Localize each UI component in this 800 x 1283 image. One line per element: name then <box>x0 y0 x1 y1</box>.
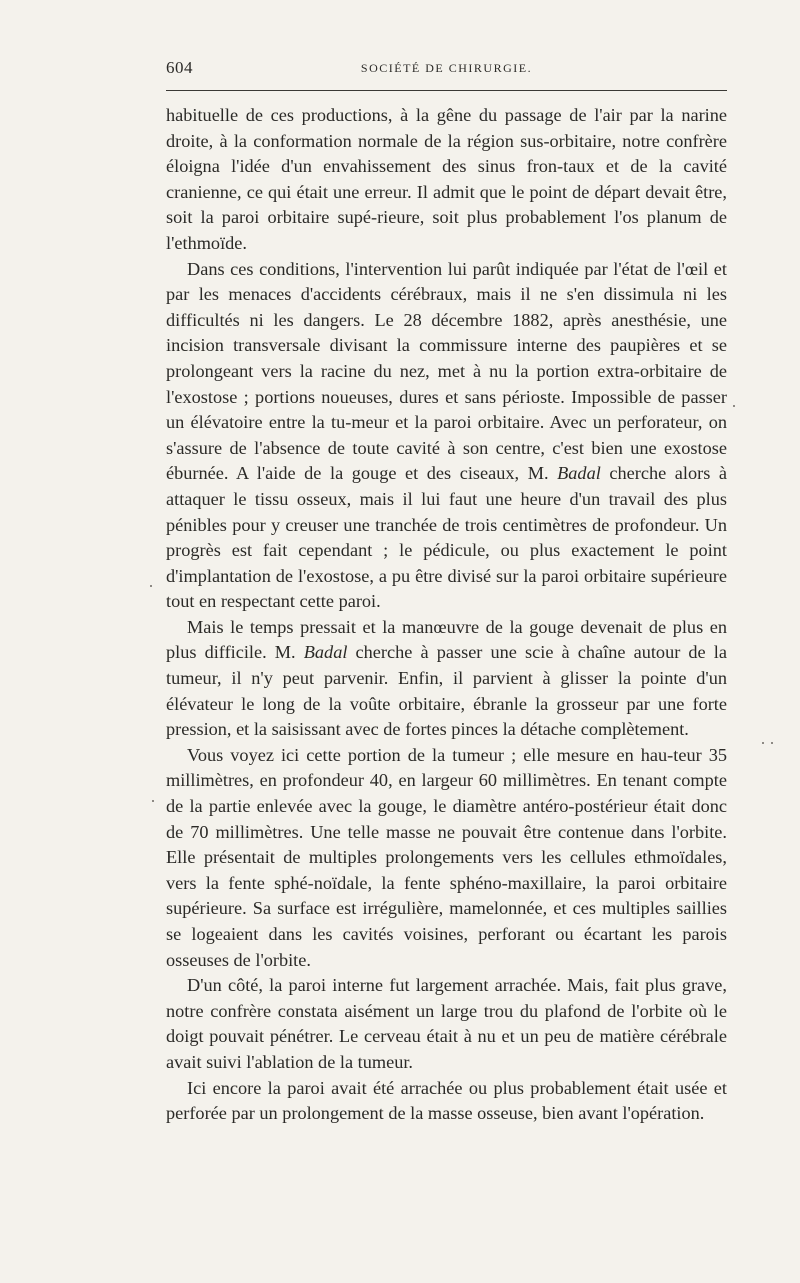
paper-speck <box>733 405 735 407</box>
paragraph-6-segment-1: Ici encore la paroi avait été arrachée ou plus probablement était usée et perforée par un prolongement de la masse osseuse, bien avant l'opération. <box>166 1077 727 1124</box>
paragraph-5 <box>166 973 727 1075</box>
page-number: 604 <box>166 58 193 77</box>
paragraph-5-segment-1: D'un côté, la paroi interne fut largement arrachée. Mais, fait plus grave, notre confrère constata aisément un large trou du plafond de l'orbite où le doigt pouvait pénétrer. Le cerveau était à nu et un peu de matière cérébrale avait suivi l'ablation de la tumeur. <box>166 975 727 1072</box>
surgeon-name-italic: Badal <box>557 463 601 484</box>
paragraph-3-segment-3: cherche à passer une scie à chaîne autour de la tumeur, il n'y peut parvenir. Enfin, il parvient à glisser la pointe d'un élévateur le long de la voûte orbitaire, ébranle la grosseur par une forte pression, et la saisissant avec de fortes pinces la détache complètement. <box>166 642 727 740</box>
paragraph-6 <box>166 1076 727 1127</box>
paper-speck <box>152 800 154 802</box>
paragraph-3 <box>166 615 727 743</box>
header-rule <box>166 90 727 91</box>
running-head: SOCIÉTÉ DE CHIRURGIE. <box>360 61 533 75</box>
surgeon-name-italic: Badal <box>303 642 348 663</box>
paragraph-2-segment-1: Dans ces conditions, l'intervention lui parût indiquée par l'état de l'œil et par les menaces d'accidents cérébraux, mais il ne s'en dissimula ni les difficultés ni les dangers. Le 28 décembre 1882, après anesthésie, une incision transversale divisant la commissure interne des paupières et se prolongeant vers la racine du nez, met à nu la portion extra-orbitaire de l'exostose ; portions noueuses, dures et sans périoste. Impossible de passer un élévatoire entre la tu-meur et la paroi orbitaire. Avec un perforateur, on s'assure de l'absence de toute cavité à son centre, c'est bien une exostose éburnée. A l'aide de la gouge et des ciseaux, M. <box>166 258 727 484</box>
paragraph-4 <box>166 743 727 973</box>
paragraph-4-segment-1: Vous voyez ici cette portion de la tumeur ; elle mesure en hau-teur 35 millimètres, en profondeur 40, en largeur 60 millimètres. En tenant compte de la partie enlevée avec la gouge, le diamètre antéro-postérieur était donc de 70 millimètres. Une telle masse ne pouvait être contenue dans l'orbite. Elle présentait de multiples prolongements vers les cellules ethmoïdales, vers la fente sphé-noïdale, la fente sphéno-maxillaire, la paroi orbitaire supérieure. Sa surface est irrégulière, mamelonnée, et ces multiples saillies se logeaient dans les cavités voisines, perforant ou écartant les parois osseuses de l'orbite. <box>166 744 727 970</box>
paper-speck <box>762 742 764 744</box>
paragraph-2 <box>166 257 727 615</box>
paper-speck <box>771 742 773 744</box>
paragraph-3-segment-1: Mais le temps pressait et la manœuvre de la gouge devenait de plus en plus difficile. M. <box>166 616 727 663</box>
body-text <box>166 103 727 1127</box>
page-header <box>166 58 727 84</box>
paragraph-1 <box>166 103 727 257</box>
paragraph-2-segment-3: cherche alors à attaquer le tissu osseux, mais il lui faut une heure d'un travail des plus pénibles pour y creuser une tranchée de trois centimètres de profondeur. Un progrès est fait cependant ; le pédicule, ou plus exactement le point d'implantation de l'exostose, a pu être divisé sur la paroi orbitaire supérieure tout en respectant cette paroi. <box>166 463 728 612</box>
paper-speck <box>150 585 152 587</box>
paragraph-1-segment-1: habituelle de ces productions, à la gêne du passage de l'air par la narine droite, à la conformation normale de la région sus-orbitaire, notre confrère éloigna l'idée d'un envahissement des sinus fron-taux et de la cavité cranienne, ce qui était une erreur. Il admit que le point de départ devait être, soit la paroi orbitaire supé-rieure, soit plus probablement l'os planum de l'ethmoïde. <box>166 105 727 253</box>
